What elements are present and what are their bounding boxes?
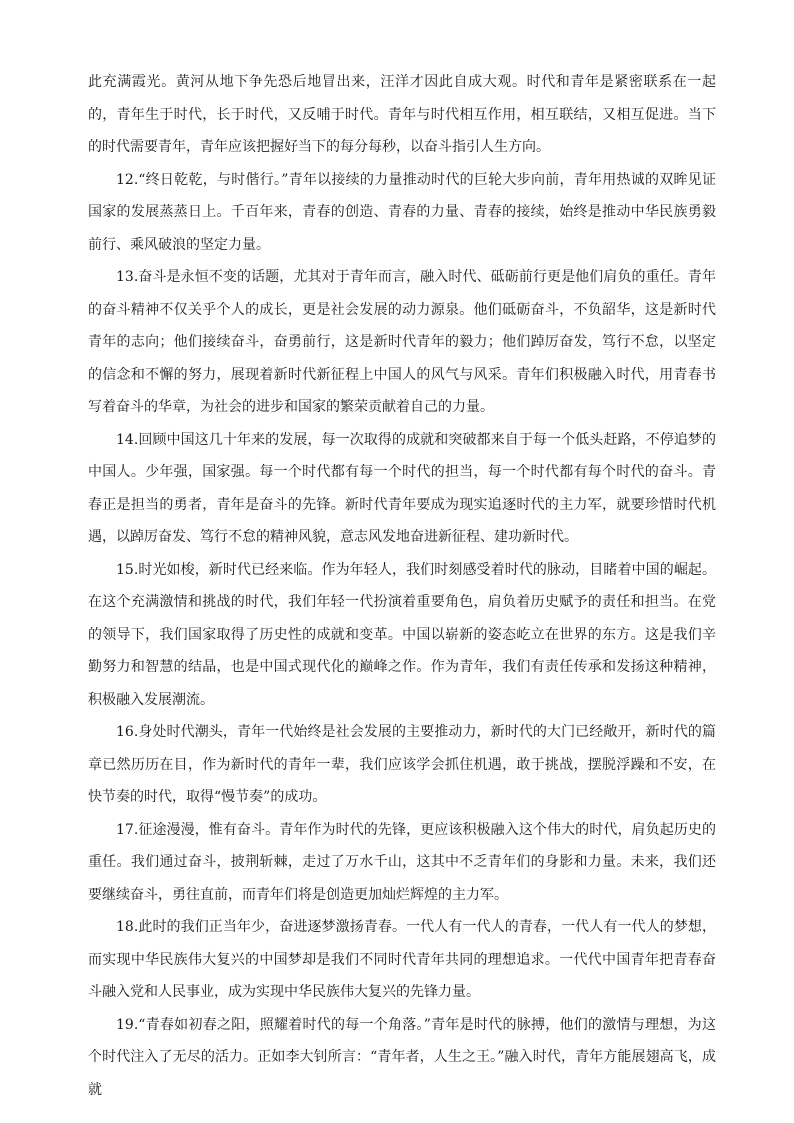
paragraph-12: 12.“终日乾乾，与时偕行。”青年以接续的力量推动时代的巨轮大步向前，青年用热诚的双眸见证国家的发展蒸蒸日上。千百年来，青春的创造、青春的力量、青春的接续，始终是推动中华民族勇毅前行、乘风破浪的坚定力量。 <box>88 171 716 253</box>
paragraph-15: 15.时光如梭，新时代已经来临。作为年轻人，我们时刻感受着时代的脉动，目睹着中国的崛起。在这个充满激情和挑战的时代，我们年轻一代扮演着重要角色，肩负着历史赋予的责任和担当。在党的领导下，我们国家取得了历史性的成就和变革。中国以崭新的姿态屹立在世界的东方。这是我们辛勤努力和智慧的结晶，也是中国式现代化的巅峰之作。作为青年，我们有责任传承和发扬这种精神，积极融入发展潮流。 <box>88 561 716 708</box>
paragraph-17: 17.征途漫漫，惟有奋斗。青年作为时代的先锋，更应该积极融入这个伟大的时代，肩负起历史的重任。我们通过奋斗，披荆斩棘，走过了万水千山，这其中不乏青年们的身影和力量。未来，我们还要继续奋斗，勇往直前，而青年们将是创造更加灿烂辉煌的主力军。 <box>88 821 716 903</box>
paragraph-13: 13.奋斗是永恒不变的话题，尤其对于青年而言，融入时代、砥砺前行更是他们肩负的重任。青年的奋斗精神不仅关乎个人的成长，更是社会发展的动力源泉。他们砥砺奋斗，不负韶华，这是新时代青年的志向；他们接续奋斗，奋勇前行，这是新时代青年的毅力；他们踔厉奋发，笃行不怠，以坚定的信念和不懈的努力，展现着新时代新征程上中国人的风气与风采。青年们积极融入时代，用青春书写着奋斗的华章，为社会的进步和国家的繁荣贡献着自己的力量。 <box>88 269 716 415</box>
paragraph-14: 14.回顾中国这几十年来的发展，每一次取得的成就和突破都来自于每一个低头赶路，不停追梦的中国人。少年强，国家强。每一个时代都有每一个时代的担当，每一个时代都有每个时代的奋斗。青春正是担当的勇者，青年是奋斗的先锋。新时代青年要成为现实追逐时代的主力军，就要珍惜时代机遇，以踔厉奋发、笃行不怠的精神风貌，意志风发地奋进新征程、建功新时代。 <box>88 431 716 545</box>
paragraph-16: 16.身处时代潮头，青年一代始终是社会发展的主要推动力，新时代的大门已经敞开，新时代的篇章已然历历在目，作为新时代的青年一辈，我们应该学会抓住机遇，敢于挑战，摆脱浮躁和不安，在快节奏的时代，取得“慢节奏”的成功。 <box>88 724 716 805</box>
paragraph-continued: 此充满霞光。黄河从地下争先恐后地冒出来，汪洋才因此自成大观。时代和青年是紧密联系在一起的，青年生于时代，长于时代，又反哺于时代。青年与时代相互作用，相互联结，又相互促进。当下的时代需要青年，青年应该把握好当下的每分每秒，以奋斗指引人生方向。 <box>88 74 716 155</box>
document-body <box>88 66 716 1106</box>
paragraph-18: 18.此时的我们正当年少，奋进逐梦激扬青春。一代人有一代人的青春，一代人有一代人的梦想，而实现中华民族伟大复兴的中国梦却是我们不同时代青年共同的理想追求。一代代中国青年把青春奋斗融入党和人民事业，成为实现中华民族伟大复兴的先锋力量。 <box>88 919 716 1000</box>
paragraph-19: 19.“青春如初春之阳，照耀着时代的每一个角落。”青年是时代的脉搏，他们的激情与理想，为这个时代注入了无尽的活力。正如李大钊所言：“青年者，人生之王。”融入时代，青年方能展翅高飞，成就 <box>88 1016 716 1098</box>
